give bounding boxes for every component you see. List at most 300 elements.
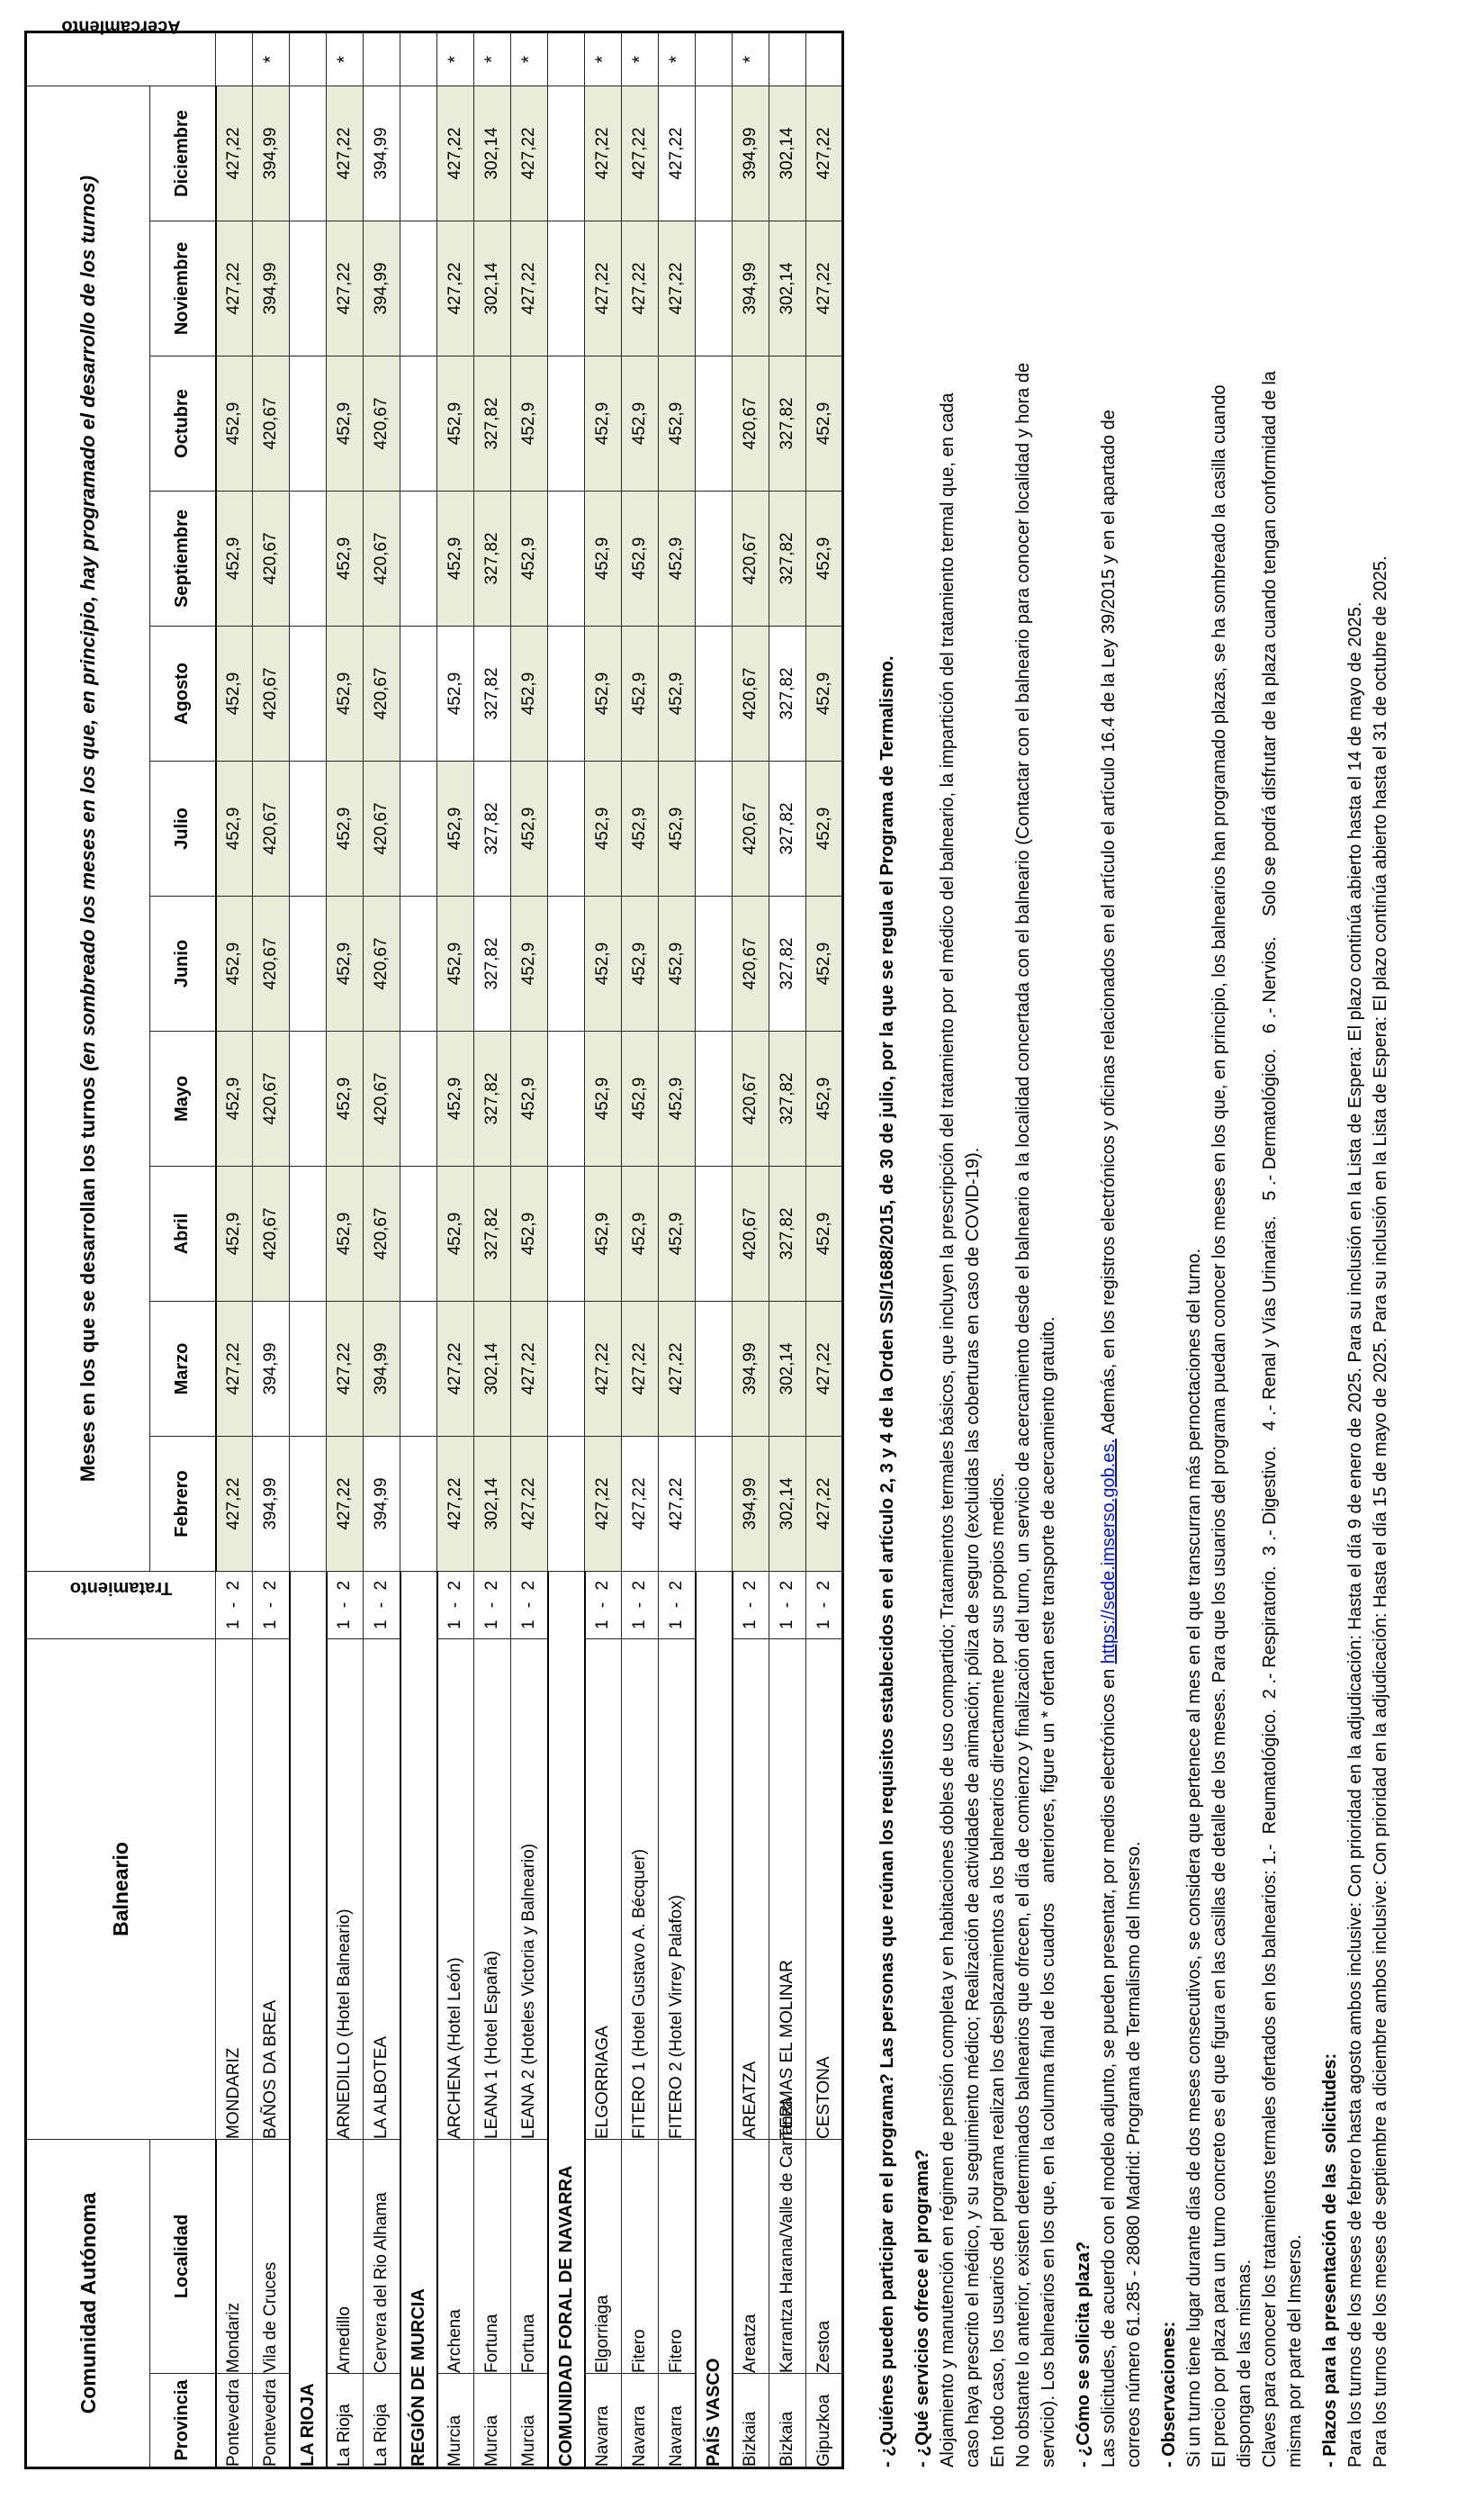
cell-month-febrero: 427,22 — [622, 1436, 659, 1571]
cell-acercamiento — [216, 32, 253, 86]
balneario-row — [474, 32, 511, 2467]
meses-title-main: Meses en los que se desarrollan los turnos — [76, 1071, 99, 1483]
cell-month-mayo: 452,9 — [659, 1031, 696, 1166]
cell-month-octubre: 452,9 — [806, 356, 843, 491]
note-line: Alojamiento y manutención en régimen de pensión completa y en habitaciones dobles de uso compartido; Tratamientos termales básicos, que incluyen la prescripción del tratamiento por el médico del balneario, la impartición del tratamiento termal que, en cada — [938, 392, 958, 2467]
cell-month-julio: 452,9 — [659, 761, 696, 896]
cell-month-empty — [696, 626, 733, 761]
cell-month-febrero: 427,22 — [585, 1436, 622, 1571]
cell-month-abril: 452,9 — [806, 1166, 843, 1301]
cell-localidad: Mondariz — [216, 2139, 253, 2373]
cell-month-diciembre: 427,22 — [327, 86, 364, 221]
cell-month-febrero: 427,22 — [806, 1436, 843, 1571]
cell-month-octubre: 420,67 — [733, 356, 769, 491]
cell-provincia: Pontevedra — [253, 2374, 290, 2468]
note-heading: - Plazos para la presentación de las solicitudes: — [1320, 2052, 1340, 2467]
cell-balneario: ELGORRIAGA — [585, 1638, 622, 2139]
cell-month-empty — [400, 86, 437, 221]
cell-month-agosto: 327,82 — [769, 626, 806, 761]
cell-provincia: Bizkaia — [769, 2374, 806, 2468]
cell-month-mayo: 452,9 — [327, 1031, 364, 1166]
cell-month-agosto: 452,9 — [437, 626, 474, 761]
cell-month-octubre: 452,9 — [622, 356, 659, 491]
cell-provincia: Pontevedra — [216, 2374, 253, 2468]
cell-month-marzo: 394,99 — [253, 1301, 290, 1436]
cell-month-marzo: 427,22 — [806, 1301, 843, 1436]
cell-month-empty — [548, 1166, 585, 1301]
cell-month-junio: 452,9 — [216, 896, 253, 1031]
cell-acercamiento — [364, 32, 400, 86]
cell-localidad: Archena — [437, 2139, 474, 2373]
cell-month-empty — [548, 1436, 585, 1571]
cell-localidad: Karrantza Harana/Valle de Carranza — [769, 2139, 806, 2373]
cell-balneario: LEANA 1 (Hotel España) — [474, 1638, 511, 2139]
section-row — [548, 32, 585, 2467]
cell-balneario: MONDARIZ — [216, 1638, 253, 2139]
cell-month-empty — [290, 626, 327, 761]
cell-month-empty — [696, 221, 733, 356]
header-month-junio: Junio — [150, 896, 216, 1031]
header-month-noviembre: Noviembre — [150, 221, 216, 356]
cell-tratamiento: 1 - 2 — [437, 1571, 474, 1638]
cell-acercamiento: * — [622, 32, 659, 86]
cell-month-noviembre: 427,22 — [327, 221, 364, 356]
note-line: Para los turnos de los meses de septiembre a diciembre ambos inclusive: Con prioridad en la adjudicación: Hasta el día 15 de mayo de 2025. Para su inclusión en la Lista de Espera: El plazo continúa abierto hasta el 31 de octubre de 2025. — [1371, 555, 1390, 2467]
cell-acercamiento: * — [733, 32, 769, 86]
cell-month-abril: 452,9 — [327, 1166, 364, 1301]
cell-month-marzo: 302,14 — [474, 1301, 511, 1436]
cell-month-empty — [548, 221, 585, 356]
cell-month-agosto: 327,82 — [474, 626, 511, 761]
balneario-row — [733, 32, 769, 2467]
cell-month-febrero: 427,22 — [659, 1436, 696, 1571]
cell-month-septiembre: 327,82 — [474, 491, 511, 626]
cell-provincia: La Rioja — [327, 2374, 364, 2468]
cell-month-empty — [290, 1031, 327, 1166]
cell-month-marzo: 427,22 — [585, 1301, 622, 1436]
cell-acercamiento — [400, 32, 437, 86]
cell-provincia: Murcia — [474, 2374, 511, 2468]
cell-month-septiembre: 420,67 — [253, 491, 290, 626]
cell-month-junio: 420,67 — [733, 896, 769, 1031]
note-line: correos número 61.285 - 28080 Madrid: Programa de Termalismo del Imserso. — [1124, 1841, 1144, 2467]
cell-acercamiento — [806, 32, 843, 86]
cell-month-noviembre: 427,22 — [511, 221, 548, 356]
header-month-febrero: Febrero — [150, 1436, 216, 1571]
cell-month-noviembre: 427,22 — [622, 221, 659, 356]
cell-month-septiembre: 452,9 — [806, 491, 843, 626]
cell-localidad: Arnedillo — [327, 2139, 364, 2373]
cell-localidad: Vila de Cruces — [253, 2139, 290, 2373]
header-acercamiento — [26, 16, 216, 86]
cell-tratamiento: 1 - 2 — [769, 1571, 806, 1638]
cell-balneario: ARNEDILLO (Hotel Balneario) — [327, 1638, 364, 2139]
note-line: caso haya prescrito el médico, y su seguimiento médico; Realización de actividades de animación; póliza de seguro (excluidas las coberturas en caso de COVID-19). — [963, 1147, 983, 2467]
cell-section-label: PAÍS VASCO — [696, 1571, 733, 2467]
cell-month-diciembre: 427,22 — [511, 86, 548, 221]
cell-month-mayo: 452,9 — [437, 1031, 474, 1166]
cell-acercamiento: * — [474, 32, 511, 86]
cell-month-agosto: 452,9 — [327, 626, 364, 761]
cell-month-empty — [400, 1166, 437, 1301]
cell-month-agosto: 452,9 — [216, 626, 253, 761]
cell-month-julio: 452,9 — [806, 761, 843, 896]
cell-month-febrero: 427,22 — [437, 1436, 474, 1571]
cell-month-junio: 420,67 — [364, 896, 400, 1031]
cell-provincia: Navarra — [622, 2374, 659, 2468]
cell-month-mayo: 420,67 — [733, 1031, 769, 1166]
header-balneario: Balneario — [26, 1638, 216, 2139]
cell-month-diciembre: 394,99 — [253, 86, 290, 221]
cell-month-febrero: 394,99 — [733, 1436, 769, 1571]
cell-month-empty — [290, 1436, 327, 1571]
cell-month-abril: 452,9 — [659, 1166, 696, 1301]
cell-month-empty — [290, 86, 327, 221]
cell-month-noviembre: 427,22 — [806, 221, 843, 356]
cell-acercamiento: * — [585, 32, 622, 86]
section-row — [696, 32, 733, 2467]
cell-provincia: Murcia — [511, 2374, 548, 2468]
cell-acercamiento: * — [253, 32, 290, 86]
cell-month-septiembre: 420,67 — [364, 491, 400, 626]
cell-month-mayo: 452,9 — [622, 1031, 659, 1166]
cell-month-septiembre: 452,9 — [622, 491, 659, 626]
cell-month-octubre: 452,9 — [659, 356, 696, 491]
cell-month-julio: 327,82 — [474, 761, 511, 896]
cell-month-empty — [400, 356, 437, 491]
cell-month-julio: 420,67 — [253, 761, 290, 896]
cell-month-diciembre: 427,22 — [622, 86, 659, 221]
cell-month-febrero: 427,22 — [327, 1436, 364, 1571]
cell-month-julio: 452,9 — [216, 761, 253, 896]
cell-month-diciembre: 394,99 — [364, 86, 400, 221]
cell-month-diciembre: 302,14 — [474, 86, 511, 221]
balneario-row — [437, 32, 474, 2467]
cell-section-label: LA RIOJA — [290, 1571, 327, 2467]
cell-month-agosto: 452,9 — [585, 626, 622, 761]
cell-month-empty — [400, 491, 437, 626]
cell-acercamiento — [548, 32, 585, 86]
balneario-row — [585, 32, 622, 2467]
note-line: Si un turno tiene lugar durante días de dos meses consecutivos, se considera que pertenece al mes en el que transcurran más pernoctaciones del turno. — [1184, 1248, 1204, 2467]
header-month-marzo: Marzo — [150, 1301, 216, 1436]
note-line: servicio). Los balnearios en los que, en la columna final de los cuadros anteriores, figure un * ofertan este transporte de acercamiento gratuito. — [1039, 1316, 1058, 2467]
cell-month-mayo: 452,9 — [216, 1031, 253, 1166]
cell-month-agosto: 420,67 — [253, 626, 290, 761]
header-comunidad-autonoma: Comunidad Autónoma — [26, 2139, 150, 2467]
note-line: Claves para conocer los tratamientos termales ofertados en los balnearios: 1.- Reumatológico. 2 .- Respiratorio. 3 .- Digestivo. 4 .- Renal y Vías Urinarias. 5 .- Dermatológico. 6 .- Nervios. Solo se podrá disfrutar de la plaza cuando tengan conformidad de la — [1260, 371, 1280, 2467]
cell-month-mayo: 452,9 — [806, 1031, 843, 1166]
cell-month-empty — [548, 761, 585, 896]
cell-localidad: Fortuna — [511, 2139, 548, 2373]
note-line: El precio por plaza para un turno concreto es el que figura en las casillas de detalle de los meses. Para que los usuarios del programa puedan conocer los meses en los que, en principio, los balnearios han programado plazas, se ha sombreado la casilla cuando — [1210, 384, 1229, 2467]
note-heading: - Observaciones: — [1159, 2321, 1179, 2467]
cell-month-septiembre: 452,9 — [585, 491, 622, 626]
cell-acercamiento — [290, 32, 327, 86]
cell-month-octubre: 452,9 — [437, 356, 474, 491]
balneario-row — [806, 32, 843, 2467]
cell-month-noviembre: 427,22 — [437, 221, 474, 356]
cell-month-junio: 452,9 — [622, 896, 659, 1031]
section-row — [400, 32, 437, 2467]
cell-month-empty — [696, 1301, 733, 1436]
cell-month-empty — [400, 221, 437, 356]
cell-month-empty — [696, 1031, 733, 1166]
cell-tratamiento: 1 - 2 — [733, 1571, 769, 1638]
cell-month-agosto: 452,9 — [806, 626, 843, 761]
header-localidad: Localidad — [150, 2139, 216, 2373]
note-line: dispongan de las mismas. — [1235, 2259, 1255, 2467]
cell-month-marzo: 427,22 — [327, 1301, 364, 1436]
notes — [875, 363, 1393, 2467]
cell-acercamiento: * — [659, 32, 696, 86]
meses-title-italic: (en sombreado los meses en los que, en principio, hay programado el desarrollo de los turnos) — [76, 175, 99, 1072]
cell-month-noviembre: 394,99 — [253, 221, 290, 356]
cell-month-junio: 452,9 — [659, 896, 696, 1031]
cell-month-mayo: 327,82 — [769, 1031, 806, 1166]
cell-month-abril: 327,82 — [474, 1166, 511, 1301]
balneario-row — [327, 32, 364, 2467]
cell-month-agosto: 452,9 — [622, 626, 659, 761]
cell-balneario: AREATZA — [733, 1638, 769, 2139]
cell-month-noviembre: 427,22 — [216, 221, 253, 356]
cell-month-abril: 452,9 — [622, 1166, 659, 1301]
cell-month-diciembre: 427,22 — [806, 86, 843, 221]
cell-acercamiento: * — [437, 32, 474, 86]
cell-month-junio: 327,82 — [474, 896, 511, 1031]
cell-section-label: REGIÓN DE MURCIA — [400, 1571, 437, 2467]
cell-month-noviembre: 302,14 — [474, 221, 511, 356]
cell-tratamiento: 1 - 2 — [253, 1571, 290, 1638]
cell-tratamiento: 1 - 2 — [474, 1571, 511, 1638]
cell-month-febrero: 427,22 — [216, 1436, 253, 1571]
cell-month-septiembre: 452,9 — [216, 491, 253, 626]
cell-month-julio: 452,9 — [511, 761, 548, 896]
cell-provincia: Bizkaia — [733, 2374, 769, 2468]
cell-month-noviembre: 302,14 — [769, 221, 806, 356]
cell-month-diciembre: 427,22 — [585, 86, 622, 221]
cell-month-octubre: 420,67 — [364, 356, 400, 491]
cell-month-febrero: 394,99 — [364, 1436, 400, 1571]
cell-month-agosto: 452,9 — [511, 626, 548, 761]
cell-month-octubre: 452,9 — [585, 356, 622, 491]
cell-month-empty — [696, 86, 733, 221]
cell-tratamiento: 1 - 2 — [585, 1571, 622, 1638]
cell-month-agosto: 420,67 — [733, 626, 769, 761]
cell-month-marzo: 302,14 — [769, 1301, 806, 1436]
cell-month-febrero: 302,14 — [474, 1436, 511, 1571]
cell-month-empty — [400, 1301, 437, 1436]
note-heading: - ¿Cómo se solicita plaza? — [1074, 2241, 1093, 2467]
note-heading: - ¿Quiénes pueden participar en el programa? Las personas que reúnan los requisitos establecidos en el artículo 2, 3 y 4 de la Orden SSI/1688/2015, de 30 de julio, por la que se regula el Programa de Termalismo. — [877, 655, 897, 2467]
cell-balneario: FITERO 1 (Hotel Gustavo A. Bécquer) — [622, 1638, 659, 2139]
cell-month-octubre: 327,82 — [474, 356, 511, 491]
cell-month-noviembre: 394,99 — [733, 221, 769, 356]
cell-month-empty — [696, 491, 733, 626]
cell-section-label: COMUNIDAD FORAL DE NAVARRA — [548, 1571, 585, 2467]
cell-month-mayo: 327,82 — [474, 1031, 511, 1166]
cell-localidad: Elgorriaga — [585, 2139, 622, 2373]
note-line: Para los turnos de los meses de febrero hasta agosto ambos inclusive: Con prioridad en la adjudicación: Hasta el día 9 de enero de 2025. Para su inclusión en la Lista de Espera: El plazo continúa abierto hasta el 14 de mayo de 2025. — [1345, 601, 1365, 2467]
cell-month-julio: 420,67 — [733, 761, 769, 896]
header-month-agosto: Agosto — [150, 626, 216, 761]
cell-month-noviembre: 427,22 — [659, 221, 696, 356]
section-row — [290, 32, 327, 2467]
cell-month-julio: 452,9 — [622, 761, 659, 896]
cell-provincia: La Rioja — [364, 2374, 400, 2468]
cell-provincia: Navarra — [659, 2374, 696, 2468]
header-month-abril: Abril — [150, 1166, 216, 1301]
cell-month-empty — [696, 356, 733, 491]
cell-month-febrero: 427,22 — [511, 1436, 548, 1571]
cell-month-empty — [548, 896, 585, 1031]
cell-month-marzo: 427,22 — [511, 1301, 548, 1436]
cell-month-empty — [290, 221, 327, 356]
note-line: misma por parte del Imserso. — [1285, 2234, 1305, 2467]
cell-month-junio: 452,9 — [806, 896, 843, 1031]
note-heading: - ¿Qué servicios ofrece el programa? — [913, 2149, 932, 2467]
cell-month-junio: 452,9 — [327, 896, 364, 1031]
cell-month-marzo: 427,22 — [437, 1301, 474, 1436]
cell-month-mayo: 420,67 — [253, 1031, 290, 1166]
cell-localidad: Fitero — [659, 2139, 696, 2373]
cell-month-abril: 452,9 — [216, 1166, 253, 1301]
cell-acercamiento — [696, 32, 733, 86]
cell-month-empty — [548, 491, 585, 626]
cell-month-marzo: 394,99 — [364, 1301, 400, 1436]
cell-month-julio: 452,9 — [327, 761, 364, 896]
cell-acercamiento: * — [327, 32, 364, 86]
cell-month-marzo: 427,22 — [622, 1301, 659, 1436]
header-tratamiento-label: Tratamiento — [69, 1577, 173, 1598]
cell-month-noviembre: 394,99 — [364, 221, 400, 356]
cell-month-diciembre: 302,14 — [769, 86, 806, 221]
cell-month-julio: 452,9 — [437, 761, 474, 896]
cell-balneario: LEANA 2 (Hoteles Victoria y Balneario) — [511, 1638, 548, 2139]
cell-balneario: TERMAS EL MOLINAR — [769, 1638, 806, 2139]
cell-balneario: LA ALBOTEA — [364, 1638, 400, 2139]
cell-month-agosto: 452,9 — [659, 626, 696, 761]
cell-tratamiento: 1 - 2 — [806, 1571, 843, 1638]
cell-month-empty — [400, 1031, 437, 1166]
cell-month-octubre: 452,9 — [216, 356, 253, 491]
cell-month-abril: 420,67 — [364, 1166, 400, 1301]
balneario-row — [659, 32, 696, 2467]
cell-month-febrero: 302,14 — [769, 1436, 806, 1571]
balneario-row — [622, 32, 659, 2467]
cell-month-empty — [400, 626, 437, 761]
cell-month-empty — [290, 356, 327, 491]
cell-tratamiento: 1 - 2 — [216, 1571, 253, 1638]
cell-month-mayo: 452,9 — [511, 1031, 548, 1166]
cell-tratamiento: 1 - 2 — [511, 1571, 548, 1638]
cell-month-empty — [548, 626, 585, 761]
cell-month-abril: 452,9 — [437, 1166, 474, 1301]
cell-month-marzo: 394,99 — [733, 1301, 769, 1436]
cell-provincia: Navarra — [585, 2374, 622, 2468]
cell-month-empty — [548, 1301, 585, 1436]
balneario-row — [364, 32, 400, 2467]
cell-month-septiembre: 452,9 — [437, 491, 474, 626]
cell-month-empty — [290, 761, 327, 896]
balneario-row — [253, 32, 290, 2467]
cell-localidad: Fortuna — [474, 2139, 511, 2373]
cell-acercamiento: * — [511, 32, 548, 86]
cell-month-abril: 420,67 — [733, 1166, 769, 1301]
cell-month-septiembre: 327,82 — [769, 491, 806, 626]
cell-month-julio: 420,67 — [364, 761, 400, 896]
balneario-row — [769, 32, 806, 2467]
cell-localidad: Zestoa — [806, 2139, 843, 2373]
balneario-row — [216, 32, 253, 2467]
cell-month-marzo: 427,22 — [659, 1301, 696, 1436]
cell-month-octubre: 327,82 — [769, 356, 806, 491]
cell-month-mayo: 452,9 — [585, 1031, 622, 1166]
cell-month-octubre: 452,9 — [327, 356, 364, 491]
cell-tratamiento: 1 - 2 — [659, 1571, 696, 1638]
cell-balneario: FITERO 2 (Hotel Virrey Palafox) — [659, 1638, 696, 2139]
cell-balneario: BAÑOS DA BREA — [253, 1638, 290, 2139]
header-meses-title — [26, 86, 150, 1571]
cell-month-empty — [290, 1301, 327, 1436]
cell-acercamiento — [769, 32, 806, 86]
cell-month-empty — [696, 761, 733, 896]
cell-month-abril: 452,9 — [511, 1166, 548, 1301]
header-acercamiento-label: Acercamiento — [61, 16, 181, 37]
cell-month-empty — [696, 1436, 733, 1571]
cell-month-octubre: 452,9 — [511, 356, 548, 491]
cell-localidad: Cervera del Rio Alhama — [364, 2139, 400, 2373]
table-body — [216, 32, 843, 2467]
cell-tratamiento: 1 - 2 — [364, 1571, 400, 1638]
cell-month-septiembre: 420,67 — [733, 491, 769, 626]
cell-month-julio: 452,9 — [585, 761, 622, 896]
cell-month-empty — [290, 491, 327, 626]
cell-month-empty — [400, 1436, 437, 1571]
cell-month-febrero: 394,99 — [253, 1436, 290, 1571]
cell-month-agosto: 420,67 — [364, 626, 400, 761]
cell-month-empty — [696, 896, 733, 1031]
header-month-octubre: Octubre — [150, 356, 216, 491]
header-month-julio: Julio — [150, 761, 216, 896]
cell-month-junio: 452,9 — [437, 896, 474, 1031]
header-tratamiento — [26, 1571, 216, 1638]
cell-month-abril: 327,82 — [769, 1166, 806, 1301]
balneario-row — [511, 32, 548, 2467]
cell-month-septiembre: 452,9 — [327, 491, 364, 626]
cell-month-empty — [548, 356, 585, 491]
cell-balneario: ARCHENA (Hotel León) — [437, 1638, 474, 2139]
note-line: Las solicitudes, de acuerdo con el modelo adjunto, se pueden presentar, por medios electrónicos en https://sede.imserso.gob.es. Además, en los registros electrónicos y oficinas relacionados en el artículo el artículo 16.4 de la Ley 39/2015 y en el apartado de — [1099, 410, 1119, 2467]
cell-month-empty — [290, 896, 327, 1031]
cell-month-noviembre: 427,22 — [585, 221, 622, 356]
cell-month-diciembre: 427,22 — [216, 86, 253, 221]
imserso-link[interactable]: https://sede.imserso.gob.es. — [1099, 1439, 1119, 1664]
cell-month-empty — [290, 1166, 327, 1301]
cell-month-diciembre: 427,22 — [437, 86, 474, 221]
note-line: En todo caso, los usuarios del programa realizan los desplazamientos a los balnearios directamente por sus propios medios. — [988, 1472, 1008, 2467]
cell-month-octubre: 420,67 — [253, 356, 290, 491]
cell-month-empty — [548, 1031, 585, 1166]
cell-month-junio: 452,9 — [585, 896, 622, 1031]
cell-month-diciembre: 427,22 — [659, 86, 696, 221]
cell-localidad: Fitero — [622, 2139, 659, 2373]
cell-month-diciembre: 394,99 — [733, 86, 769, 221]
cell-month-junio: 420,67 — [253, 896, 290, 1031]
cell-provincia: Murcia — [437, 2374, 474, 2468]
header-provincia: Provincia — [150, 2374, 216, 2468]
cell-month-septiembre: 452,9 — [511, 491, 548, 626]
